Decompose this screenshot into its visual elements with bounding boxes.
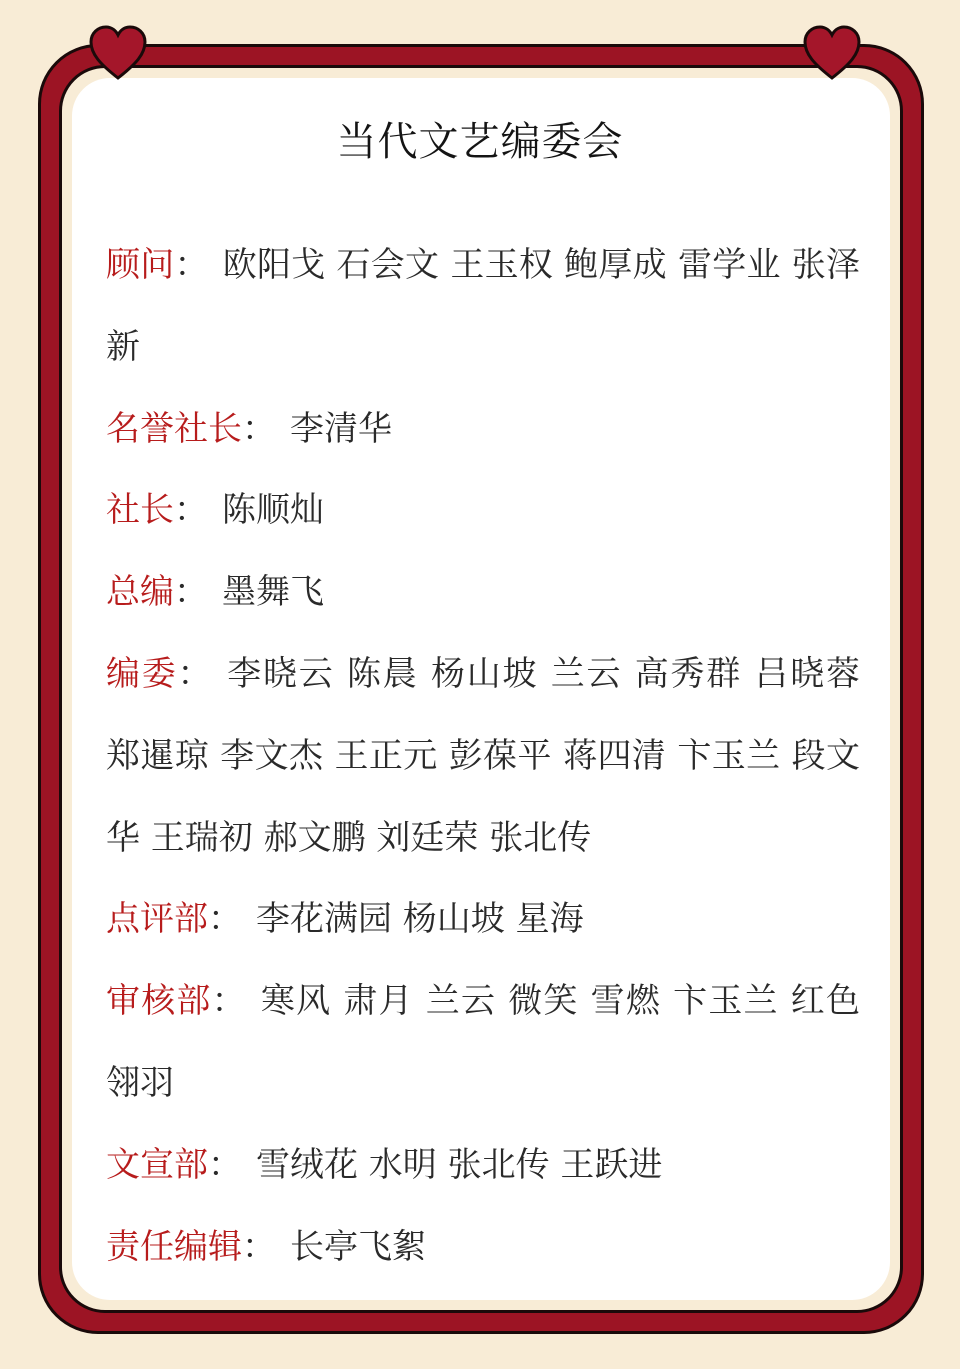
role-names: 李晓云 陈晨 杨山坡 兰云 高秀群 吕晓蓉 郑暹琼 李文杰 王正元 彭葆平 蒋四清 卞玉兰 段文华 王瑞初 郝文鹏 刘廷荣 张北传 [106,653,861,858]
entry-advisors [106,225,860,389]
role-names: 雪绒花 水明 张北传 王跃进 [256,1144,663,1185]
role-colon: ： [242,408,276,449]
role-label: 编委 [106,653,178,694]
heart-icon [802,24,862,82]
role-names: 寒风 肃月 兰云 微笑 雪燃 卞玉兰 红色翎羽 [106,981,861,1103]
entry-review-dept [106,879,860,961]
entry-responsible-editor [106,1207,860,1289]
role-label: 总编 [106,572,174,613]
role-names: 墨舞飞 [222,572,324,613]
committee-list [106,225,860,1288]
entry-editorial-board [106,634,860,879]
role-label: 名誉社长 [106,408,242,449]
role-colon: ： [177,653,214,694]
heart-icon [88,24,148,82]
role-colon: ： [211,981,247,1022]
entry-publicity-dept [106,1125,860,1207]
role-colon: ： [174,245,209,285]
role-names: 陈顺灿 [222,490,324,531]
entry-president [106,470,860,552]
entry-chief-editor [106,552,860,634]
role-label: 文宣部 [106,1144,208,1185]
role-colon: ： [242,1226,276,1267]
entry-honorary-president [106,389,860,471]
role-label: 社长 [106,490,174,531]
role-label: 点评部 [106,899,208,940]
role-colon: ： [208,1144,242,1185]
role-label: 审核部 [106,981,212,1022]
role-names: 欧阳戈 石会文 王玉权 鲍厚成 雷学业 张泽新 [106,245,860,367]
entry-audit-dept [106,961,860,1125]
role-label: 顾问 [106,245,175,285]
role-names: 李花满园 杨山坡 星海 [256,899,584,940]
role-names: 李清华 [290,408,392,449]
page-title: 当代文艺编委会 [336,119,624,165]
role-colon: ： [174,490,208,531]
role-names: 长亭飞絮 [290,1226,426,1267]
role-label: 责任编辑 [106,1226,242,1267]
role-colon: ： [208,899,242,940]
role-colon: ： [174,572,208,613]
